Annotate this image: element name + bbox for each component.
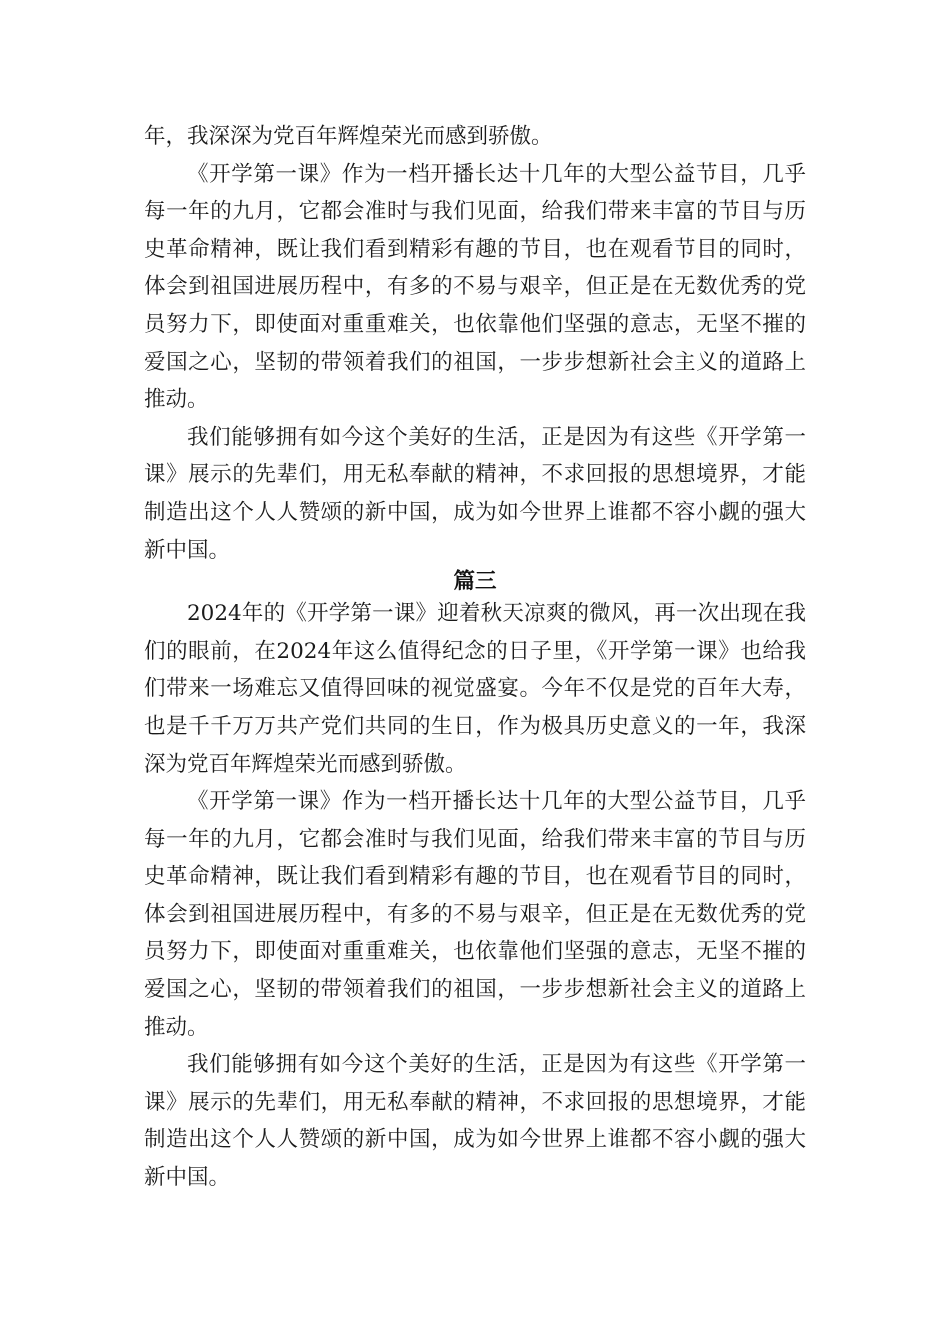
section-title: 篇三: [453, 569, 497, 595]
paragraph: 我们能够拥有如今这个美好的生活，正是因为有这些《开学第一课》展示的先辈们，用无私奉献的精神，不求回报的思想境界，才能制造出这个人人赞颂的新中国，成为如今世界上谁都不容小觑的强大新中国。: [144, 424, 806, 563]
paragraph-continuation: 年，我深深为党百年辉煌荣光而感到骄傲。: [144, 124, 553, 149]
paragraph: 《开学第一课》作为一档开播长达十几年的大型公益节目，几乎每一年的九月，它都会准时与我们见面，给我们带来丰富的节目与历史革命精神，既让我们看到精彩有趣的节目，也在观看节目的同时，体会到祖国进展历程中，有多的不易与艰辛，但正是在无数优秀的党员努力下，即使面对重重难关，也依靠他们坚强的意志，无坚不摧的爱国之心，坚韧的带领着我们的祖国，一步步想新社会主义的道路上推动。: [144, 161, 806, 413]
document-body: [144, 118, 806, 1197]
paragraph: 我们能够拥有如今这个美好的生活，正是因为有这些《开学第一课》展示的先辈们，用无私奉献的精神，不求回报的思想境界，才能制造出这个人人赞颂的新中国，成为如今世界上谁都不容小觑的强大新中国。: [144, 1052, 806, 1191]
paragraph: 《开学第一课》作为一档开播长达十几年的大型公益节目，几乎每一年的九月，它都会准时与我们见面，给我们带来丰富的节目与历史革命精神，既让我们看到精彩有趣的节目，也在观看节目的同时，体会到祖国进展历程中，有多的不易与艰辛，但正是在无数优秀的党员努力下，即使面对重重难关，也依靠他们坚强的意志，无坚不摧的爱国之心，坚韧的带领着我们的祖国，一步步想新社会主义的道路上推动。: [144, 789, 806, 1040]
paragraph: 2024年的《开学第一课》迎着秋天凉爽的微风，再一次出现在我们的眼前，在2024年这么值得纪念的日子里，《开学第一课》也给我们带来一场难忘又值得回味的视觉盛宴。今年不仅是党的百年大寿，也是千千万万共产党们共同的生日，作为极具历史意义的一年，我深深为党百年辉煌荣光而感到骄傲。: [144, 601, 806, 777]
